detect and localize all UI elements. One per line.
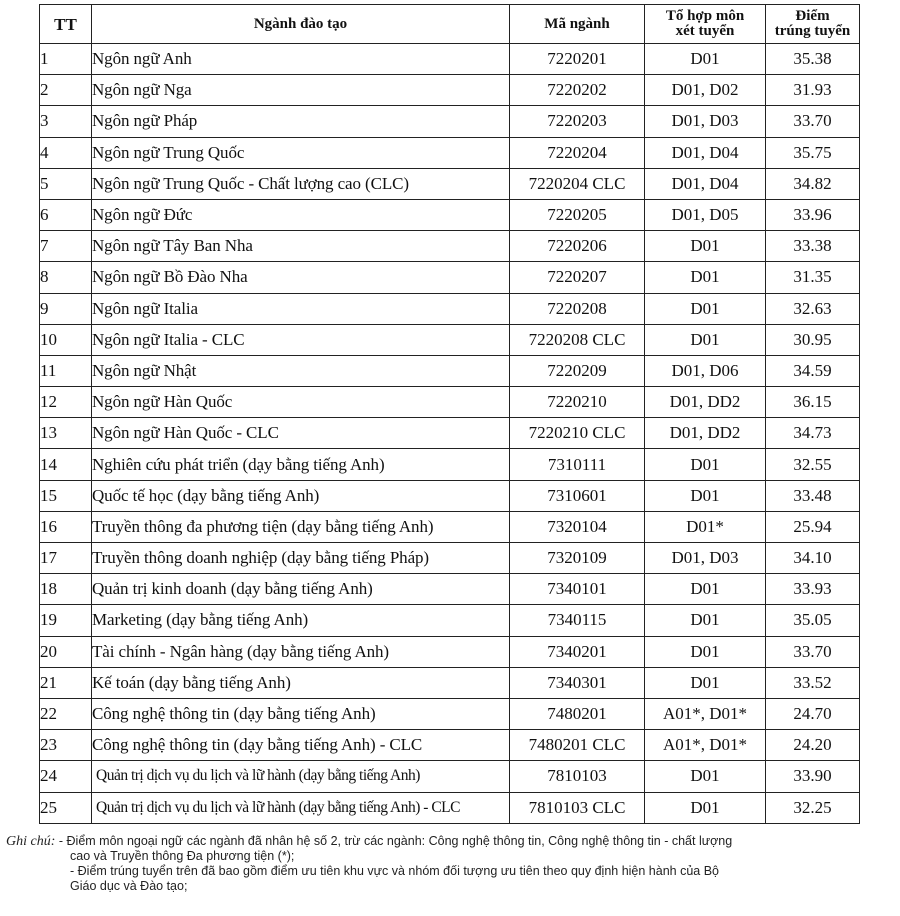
note-1-line-1: - Điểm môn ngoại ngữ các ngành đã nhân hệ số 2, trừ các ngành: Công nghệ thông tin, Công nghệ thông tin - chất lượng [58, 834, 733, 848]
row-code: 7220209 [510, 355, 645, 386]
row-score: 36.15 [766, 387, 860, 418]
row-code: 7310601 [510, 480, 645, 511]
row-score: 32.25 [766, 792, 860, 823]
table-row [40, 792, 860, 823]
row-tt: 4 [40, 137, 92, 168]
header-combo-line1: Tổ hợp môn [665, 8, 745, 24]
table-row [40, 106, 860, 137]
row-score: 35.05 [766, 605, 860, 636]
row-score: 30.95 [766, 324, 860, 355]
row-major: Ngôn ngữ Anh [92, 44, 510, 75]
table-row [40, 574, 860, 605]
row-combo: D01 [645, 574, 766, 605]
row-major: Công nghệ thông tin (dạy bằng tiếng Anh) - CLC [92, 730, 510, 761]
table-row [40, 168, 860, 199]
header-combo [645, 5, 766, 44]
row-code: 7220202 [510, 75, 645, 106]
row-combo: D01 [645, 44, 766, 75]
note-2-line-2: Giáo dục và Đào tạo; [70, 879, 188, 893]
row-tt: 17 [40, 543, 92, 574]
row-tt: 16 [40, 511, 92, 542]
row-code: 7310111 [510, 449, 645, 480]
row-combo: D01 [645, 293, 766, 324]
row-major: Ngôn ngữ Đức [92, 199, 510, 230]
table-row [40, 293, 860, 324]
row-major: Ngôn ngữ Bồ Đào Nha [92, 262, 510, 293]
row-code: 7320104 [510, 511, 645, 542]
row-major: Nghiên cứu phát triển (dạy bằng tiếng Anh) [92, 449, 510, 480]
row-combo: D01 [645, 667, 766, 698]
row-major: Quản trị kinh doanh (dạy bằng tiếng Anh) [92, 574, 510, 605]
row-tt: 12 [40, 387, 92, 418]
header-tt: TT [40, 5, 92, 44]
table-row [40, 543, 860, 574]
row-tt: 7 [40, 231, 92, 262]
row-tt: 13 [40, 418, 92, 449]
row-score: 33.70 [766, 106, 860, 137]
row-score: 33.52 [766, 667, 860, 698]
row-combo: D01 [645, 605, 766, 636]
table-row [40, 199, 860, 230]
row-major: Truyền thông doanh nghiệp (dạy bằng tiếng Pháp) [92, 543, 510, 574]
row-combo: D01, D06 [645, 355, 766, 386]
row-major: Ngôn ngữ Trung Quốc [92, 137, 510, 168]
table-row [40, 324, 860, 355]
row-major: Ngôn ngữ Pháp [92, 106, 510, 137]
admissions-table [39, 4, 860, 824]
table-row [40, 667, 860, 698]
row-score: 34.59 [766, 355, 860, 386]
table-row [40, 44, 860, 75]
table-body [40, 44, 860, 824]
row-tt: 24 [40, 761, 92, 792]
row-major: Truyền thông đa phương tiện (dạy bằng tiếng Anh) [92, 511, 510, 542]
row-major: Công nghệ thông tin (dạy bằng tiếng Anh) [92, 698, 510, 729]
row-code: 7340201 [510, 636, 645, 667]
row-major: Ngôn ngữ Tây Ban Nha [92, 231, 510, 262]
row-code: 7340101 [510, 574, 645, 605]
row-score: 33.96 [766, 199, 860, 230]
row-combo: D01, D04 [645, 137, 766, 168]
row-code: 7220204 [510, 137, 645, 168]
row-score: 31.35 [766, 262, 860, 293]
row-tt: 25 [40, 792, 92, 823]
row-major: Ngôn ngữ Nga [92, 75, 510, 106]
row-combo: D01 [645, 231, 766, 262]
table-row [40, 387, 860, 418]
row-tt: 14 [40, 449, 92, 480]
row-tt: 6 [40, 199, 92, 230]
row-major: Ngôn ngữ Nhật [92, 355, 510, 386]
row-combo: D01, D02 [645, 75, 766, 106]
row-score: 33.70 [766, 636, 860, 667]
row-tt: 5 [40, 168, 92, 199]
row-combo: D01 [645, 262, 766, 293]
row-major: Ngôn ngữ Italia [92, 293, 510, 324]
row-code: 7810103 [510, 761, 645, 792]
row-combo: A01*, D01* [645, 730, 766, 761]
row-code: 7810103 CLC [510, 792, 645, 823]
row-major: Quản trị dịch vụ du lịch và lữ hành (dạy bằng tiếng Anh) - CLC [92, 792, 510, 823]
row-code: 7220210 [510, 387, 645, 418]
table-row [40, 636, 860, 667]
row-score: 34.73 [766, 418, 860, 449]
row-score: 34.82 [766, 168, 860, 199]
row-code: 7220210 CLC [510, 418, 645, 449]
note-1 [6, 834, 866, 849]
row-combo: D01 [645, 636, 766, 667]
row-code: 7220204 CLC [510, 168, 645, 199]
row-tt: 19 [40, 605, 92, 636]
row-code: 7220206 [510, 231, 645, 262]
table-row [40, 418, 860, 449]
table-row [40, 730, 860, 761]
note-2-line-1: - Điểm trúng tuyển trên đã bao gồm điểm ưu tiên khu vực và nhóm đối tượng ưu tiên theo quy định hiện hành của Bộ [70, 864, 719, 878]
row-combo: D01 [645, 761, 766, 792]
row-score: 32.55 [766, 449, 860, 480]
admissions-document [39, 4, 859, 824]
row-score: 35.75 [766, 137, 860, 168]
row-tt: 23 [40, 730, 92, 761]
row-major: Ngôn ngữ Hàn Quốc - CLC [92, 418, 510, 449]
table-row [40, 75, 860, 106]
row-code: 7220207 [510, 262, 645, 293]
header-score-line2: trúng tuyển [774, 23, 851, 39]
row-combo: D01, D03 [645, 543, 766, 574]
table-header-row [40, 5, 860, 44]
row-tt: 3 [40, 106, 92, 137]
header-major: Ngành đào tạo [92, 5, 510, 44]
table-row [40, 698, 860, 729]
row-code: 7220208 [510, 293, 645, 324]
row-combo: D01 [645, 792, 766, 823]
row-tt: 2 [40, 75, 92, 106]
row-code: 7320109 [510, 543, 645, 574]
row-score: 33.38 [766, 231, 860, 262]
row-combo: D01 [645, 480, 766, 511]
row-major: Ngôn ngữ Trung Quốc - Chất lượng cao (CLC) [92, 168, 510, 199]
row-major: Ngôn ngữ Hàn Quốc [92, 387, 510, 418]
notes-section [6, 834, 866, 894]
row-tt: 18 [40, 574, 92, 605]
row-major: Kế toán (dạy bằng tiếng Anh) [92, 667, 510, 698]
row-major: Tài chính - Ngân hàng (dạy bằng tiếng Anh) [92, 636, 510, 667]
row-code: 7220203 [510, 106, 645, 137]
table-row [40, 355, 860, 386]
row-tt: 15 [40, 480, 92, 511]
row-score: 34.10 [766, 543, 860, 574]
row-tt: 20 [40, 636, 92, 667]
row-code: 7340301 [510, 667, 645, 698]
row-code: 7220201 [510, 44, 645, 75]
row-combo: D01, D04 [645, 168, 766, 199]
row-major: Quản trị dịch vụ du lịch và lữ hành (dạy bằng tiếng Anh) [92, 761, 510, 792]
row-score: 24.20 [766, 730, 860, 761]
row-combo: D01 [645, 449, 766, 480]
row-score: 32.63 [766, 293, 860, 324]
table-row [40, 605, 860, 636]
table-row [40, 231, 860, 262]
row-code: 7340115 [510, 605, 645, 636]
row-combo: D01, D05 [645, 199, 766, 230]
row-major: Marketing (dạy bằng tiếng Anh) [92, 605, 510, 636]
table-row [40, 262, 860, 293]
row-combo: D01* [645, 511, 766, 542]
row-tt: 8 [40, 262, 92, 293]
row-code: 7480201 [510, 698, 645, 729]
header-score [766, 5, 860, 44]
row-score: 33.90 [766, 761, 860, 792]
header-score-line1: Điểm [795, 8, 830, 24]
row-tt: 22 [40, 698, 92, 729]
row-tt: 9 [40, 293, 92, 324]
row-major: Quốc tế học (dạy bằng tiếng Anh) [92, 480, 510, 511]
row-score: 33.93 [766, 574, 860, 605]
row-tt: 21 [40, 667, 92, 698]
row-score: 25.94 [766, 511, 860, 542]
row-score: 31.93 [766, 75, 860, 106]
row-tt: 11 [40, 355, 92, 386]
notes-label: Ghi chú: [6, 834, 56, 849]
note-1-line-2: cao và Truyền thông Đa phương tiện (*); [70, 849, 295, 863]
row-score: 33.48 [766, 480, 860, 511]
table-row [40, 480, 860, 511]
row-combo: D01, DD2 [645, 387, 766, 418]
header-code: Mã ngành [510, 5, 645, 44]
row-tt: 10 [40, 324, 92, 355]
row-score: 35.38 [766, 44, 860, 75]
row-code: 7480201 CLC [510, 730, 645, 761]
row-combo: D01 [645, 324, 766, 355]
table-row [40, 511, 860, 542]
row-combo: D01, D03 [645, 106, 766, 137]
header-combo-line2: xét tuyển [675, 23, 735, 39]
row-tt: 1 [40, 44, 92, 75]
row-combo: A01*, D01* [645, 698, 766, 729]
row-code: 7220208 CLC [510, 324, 645, 355]
row-combo: D01, DD2 [645, 418, 766, 449]
row-major: Ngôn ngữ Italia - CLC [92, 324, 510, 355]
row-code: 7220205 [510, 199, 645, 230]
table-row [40, 137, 860, 168]
table-row [40, 449, 860, 480]
row-score: 24.70 [766, 698, 860, 729]
table-row [40, 761, 860, 792]
